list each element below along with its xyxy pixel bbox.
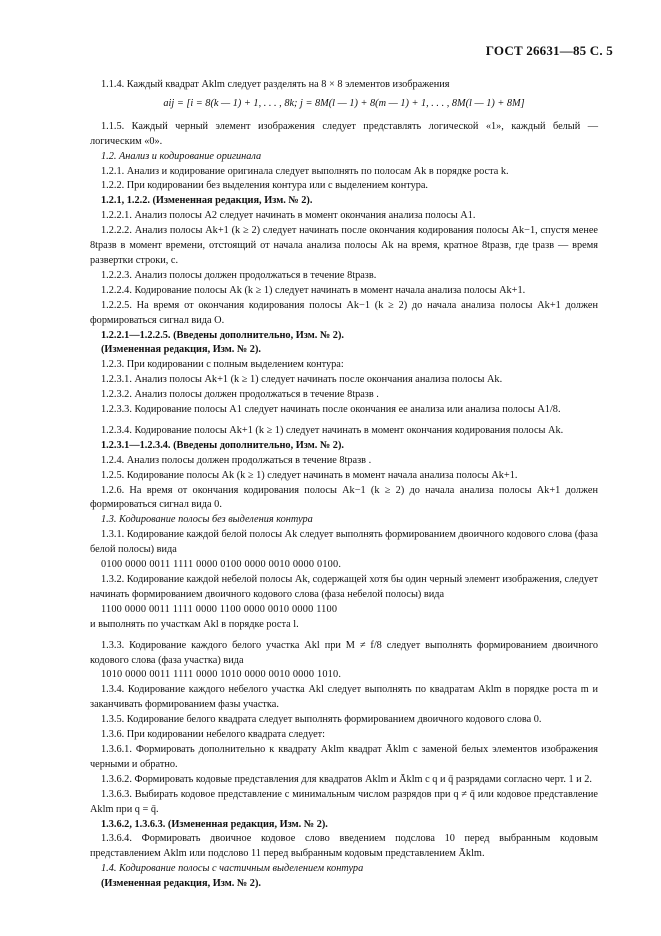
- amendment-note: 1.2.3.1—1.2.3.4. (Введены дополнительно, Изм. № 2).: [101, 439, 344, 451]
- amendment-note: (Измененная редакция, Изм. № 2).: [101, 344, 261, 356]
- clause-1-2-2-2: 1.2.2.2. Анализ полосы Ak+1 (k ≥ 2) следует начинать после окончания кодирования полосы Ak−1, спустя менее 8tразв в момент времени, отстоящий от начала анализа полосы Ak на время, кратное 8tразв, где tразв — время развертки строки, с.: [90, 225, 598, 266]
- clause-1-2-2: 1.2.2. При кодировании без выделения контура или с выделением контура.: [101, 180, 429, 192]
- clause-1-4: 1.4. Кодирование полосы с частичным выделением контура: [101, 863, 364, 875]
- clause-1-2-1: 1.2.1. Анализ и кодирование оригинала следует выполнять по полосам Ak в порядке роста k.: [101, 165, 509, 177]
- clause-1-2-2-1: 1.2.2.1. Анализ полосы A2 следует начинать в момент окончания анализа полосы A1.: [101, 210, 476, 222]
- clause-1-3-6: 1.3.6. При кодировании небелого квадрата следует:: [101, 729, 326, 741]
- clause-1-3-6-3: 1.3.6.3. Выбирать кодовое представление с минимальным числом разрядов при q ≠ q̄ или кодовое представление Aklm при q = q̄.: [90, 788, 598, 815]
- clause-1-2-5: 1.2.5. Кодирование полосы Ak (k ≥ 1) следует начинать в момент начала анализа полосы Ak+1.: [101, 469, 518, 481]
- clause-1-2-6: 1.2.6. На время от окончания кодирования полосы Ak−1 (k ≥ 2) до начала анализа полосы Ak+1 должен формироваться сигнал вида 0.: [90, 484, 598, 511]
- clause-1-2-3: 1.2.3. При кодировании с полным выделением контура:: [101, 359, 344, 371]
- clause-1-2-3-2: 1.2.3.2. Анализ полосы должен продолжаться в течение 8tразв .: [101, 389, 379, 401]
- clause-1-3-4: 1.3.4. Кодирование каждого небелого участка Akl следует выполнять по квадратам Aklm в порядке роста m и заканчивать формированием фазы участка.: [90, 684, 598, 711]
- clause-1-3: 1.3. Кодирование полосы без выделения контура: [101, 514, 313, 526]
- clause-1-1-5: 1.1.5. Каждый черный элемент изображения следует представлять логической «1», каждый белый — логическим «0».: [90, 120, 598, 147]
- clause-1-3-6-2: 1.3.6.2. Формировать кодовые представления для квадратов Aklm и Āklm с q и q̄ разрядами согласно черт. 1 и 2.: [101, 773, 592, 785]
- clause-1-3-2: 1.3.2. Кодирование каждой небелой полосы Ak, содержащей хотя бы один черный элемент изображения, следует начинать формированием двоичного кодового слова (фаза небелой полосы) вида: [90, 574, 598, 600]
- amendment-note: 1.2.1, 1.2.2. (Измененная редакция, Изм. № 2).: [101, 195, 313, 207]
- amendment-note: (Измененная редакция, Изм. № 2).: [101, 878, 261, 890]
- amendment-note: 1.2.2.1—1.2.2.5. (Введены дополнительно, Изм. № 2).: [101, 329, 344, 341]
- clause-1-2-3-4: 1.2.3.4. Кодирование полосы Ak+1 (k ≥ 1) следует начинать в момент окончания кодирования полосы Ak.: [101, 424, 564, 436]
- clause-1-1-4: 1.1.4. Каждый квадрат Aklm следует разделять на 8 × 8 элементов изображения: [101, 79, 450, 90]
- clause-1-3-6-4: 1.3.6.4. Формировать двоичное кодовое слово введением подслова 10 перед выбранным кодовым представлением Aklm или подслово 11 перед выбранным кодовым представлением Āklm.: [90, 833, 598, 860]
- clause-1-2-4: 1.2.4. Анализ полосы должен продолжаться в течение 8tразв .: [101, 454, 372, 466]
- clause-1-2-3-1: 1.2.3.1. Анализ полосы Ak+1 (k ≥ 1) следует начинать после окончания анализа полосы Ak.: [101, 374, 503, 386]
- clause-1-2-2-3: 1.2.2.3. Анализ полосы должен продолжаться в течение 8tразв.: [101, 269, 377, 281]
- clause-continuation: и выполнять по участкам Akl в порядке роста l.: [90, 618, 299, 630]
- document-body: [90, 78, 598, 892]
- clause-1-2: 1.2. Анализ и кодирование оригинала: [101, 150, 262, 162]
- amendment-note: 1.3.6.2, 1.3.6.3. (Измененная редакция, Изм. № 2).: [101, 818, 328, 830]
- formula-aij: aij = [i = 8(k — 1) + 1, . . . , 8k; j = 8M(l — 1) + 8(m — 1) + 1, . . . , 8M(l — 1) + 8M]: [163, 97, 525, 109]
- clause-1-2-2-5: 1.2.2.5. На время от окончания кодирования полосы Ak−1 (k ≥ 2) до начала анализа полосы Ak+1 должен формироваться сигнал вида О.: [90, 299, 598, 326]
- clause-1-2-3-3: 1.2.3.3. Кодирование полосы A1 следует начинать после окончания ее анализа или анализа полосы A1/8.: [101, 404, 561, 416]
- clause-1-3-3: 1.3.3. Кодирование каждого белого участка Akl при M ≠ f/8 следует выполнять формированием двоичного кодового слова (фаза участка) вида: [90, 639, 598, 666]
- code-word: 1100 0000 0011 1111 0000 1100 0000 0010 0000 1100: [101, 603, 338, 615]
- page-header: ГОСТ 26631—85 С. 5: [485, 43, 613, 58]
- clause-1-3-1: 1.3.1. Кодирование каждой белой полосы Ak следует выполнять формированием двоичного кодового слова (фаза белой полосы) вида: [90, 529, 599, 556]
- clause-1-3-5: 1.3.5. Кодирование белого квадрата следует выполнять формированием двоичного кодового слова 0.: [101, 714, 542, 726]
- code-word: 1010 0000 0011 1111 0000 1010 0000 0010 0000 1010.: [101, 669, 342, 681]
- code-word: 0100 0000 0011 1111 0000 0100 0000 0010 0000 0100.: [101, 559, 342, 571]
- clause-1-3-6-1: 1.3.6.1. Формировать дополнительно к квадрату Aklm квадрат Āklm с заменой белых элементов изображения черными и обратно.: [90, 743, 598, 770]
- clause-1-2-2-4: 1.2.2.4. Кодирование полосы Ak (k ≥ 1) следует начинать в момент начала анализа полосы Ak+1.: [101, 284, 526, 296]
